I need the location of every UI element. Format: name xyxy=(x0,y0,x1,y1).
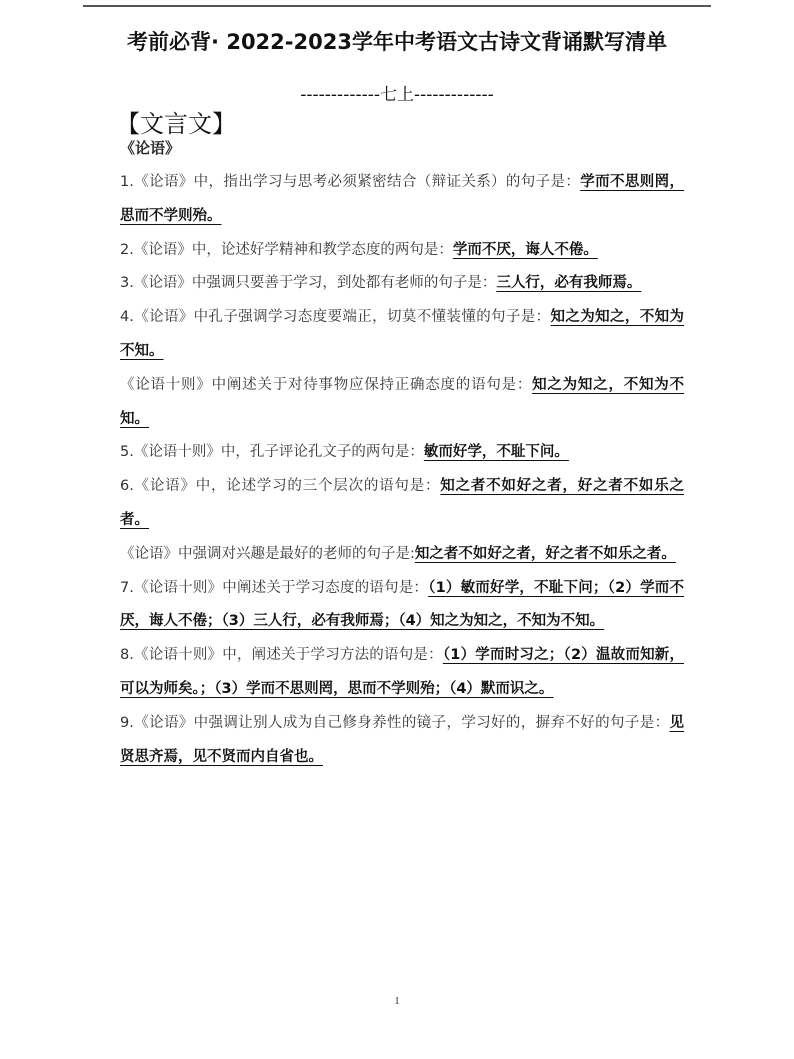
question-answer: 见贤思齐焉，见不贤而内自省也。 xyxy=(120,714,684,765)
question-item xyxy=(120,166,684,234)
question-answer: 知之为知之，不知为不知。 xyxy=(120,309,684,359)
question-answer: （1）敏而好学，不耻下问；（2）学而不厌，诲人不倦；（3）三人行，必有我师焉；（4）知之为知之，不知为不知。 xyxy=(120,579,684,630)
question-prompt: 4.《论语》中孔子强调学习态度要端正，切莫不懂装懂的句子是： xyxy=(120,309,551,326)
question-item xyxy=(120,301,684,369)
sub-heading: 《论语》 xyxy=(120,139,181,157)
question-prompt: 《论语》中强调对兴趣是最好的老师的句子是: xyxy=(120,545,415,562)
question-prompt: 9.《论语》中强调让别人成为自己修身养性的镜子，学习好的，摒弃不好的句子是： xyxy=(120,714,670,731)
question-item xyxy=(120,234,684,268)
page-title: 考前必背· 2022-2023学年中考语文古诗文背诵默写清单 xyxy=(127,30,667,54)
question-answer: 知之者不如好之者，好之者不如乐之者。 xyxy=(120,478,684,528)
question-item xyxy=(120,369,684,437)
page-number: 1 xyxy=(394,995,400,1007)
question-list xyxy=(120,166,684,774)
question-prompt: 2.《论语》中，论述好学精神和教学态度的两句是： xyxy=(120,241,453,258)
question-prompt: 7.《论语十则》中阐述关于学习态度的语句是： xyxy=(120,579,429,596)
question-answer: 知之者不如好之者，好之者不如乐之者。 xyxy=(414,545,676,562)
question-prompt: 8.《论语十则》中，阐述关于学习方法的语句是： xyxy=(120,647,443,664)
question-item xyxy=(120,470,684,538)
section-heading: 【文言文】 xyxy=(116,110,236,138)
question-item xyxy=(120,639,684,707)
question-answer: （1）学而时习之；（2）温故而知新，可以为师矣。；（3）学而不思则罔，思而不学则殆；（4）默而识之。 xyxy=(120,647,684,697)
question-prompt: 5.《论语十则》中，孔子评论孔文子的两句是： xyxy=(120,444,424,461)
page-top-rule xyxy=(83,5,711,7)
question-prompt: 《论语十则》中阐述关于对待事物应保持正确态度的语句是： xyxy=(120,376,533,393)
question-prompt: 6.《论语》中，论述学习的三个层次的语句是： xyxy=(120,478,441,495)
question-answer: 三人行，必有我师焉。 xyxy=(496,275,642,292)
question-answer: 学而不厌，诲人不倦。 xyxy=(452,241,598,258)
grade-marker: -------------七上------------- xyxy=(300,85,494,105)
question-item xyxy=(120,538,684,572)
question-answer: 知之为知之，不知为不知。 xyxy=(120,376,684,427)
question-prompt: 3.《论语》中强调只要善于学习，到处都有老师的句子是： xyxy=(120,275,497,292)
question-prompt: 1.《论语》中，指出学习与思考必须紧密结合（辩证关系）的句子是： xyxy=(120,174,581,190)
question-answer: 敏而好学，不耻下问。 xyxy=(423,444,569,461)
question-item xyxy=(120,572,684,640)
question-item xyxy=(120,267,684,301)
question-item xyxy=(120,707,684,775)
question-answer: 学而不思则罔，思而不学则殆。 xyxy=(120,174,684,224)
question-item xyxy=(120,436,684,470)
